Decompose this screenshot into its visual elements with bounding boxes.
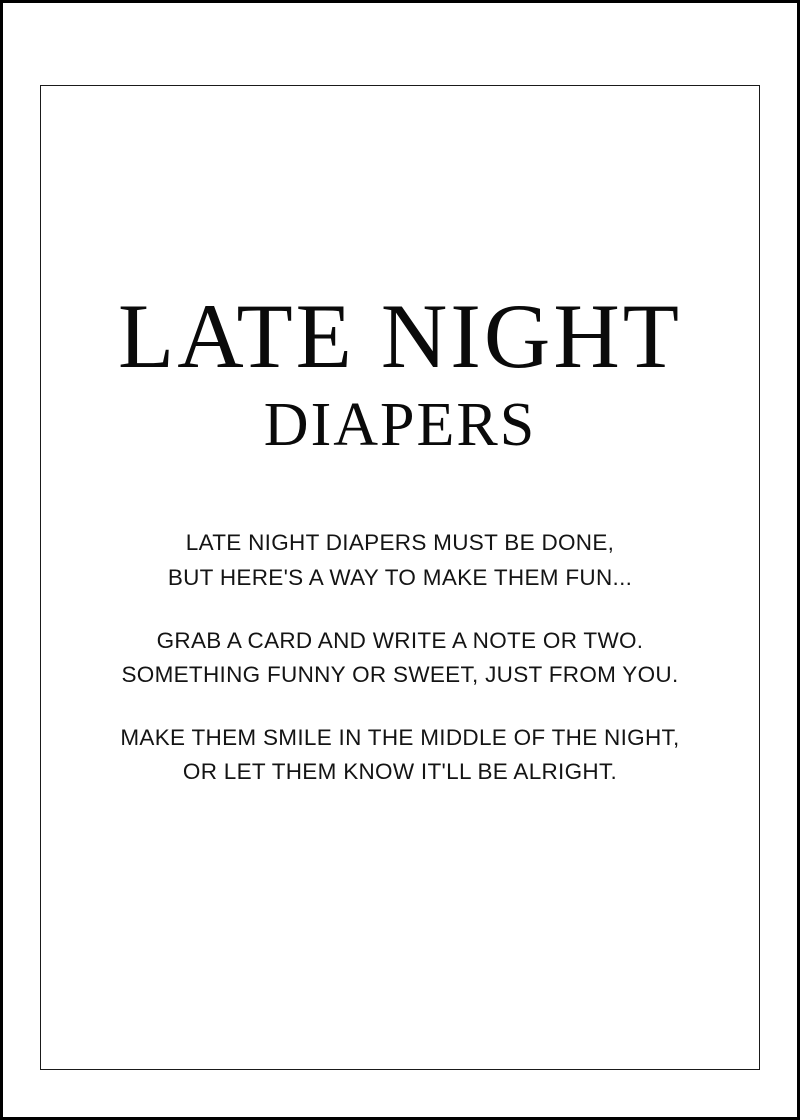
verse-block xyxy=(40,526,760,789)
stanza-3-line-2: OR LET THEM KNOW IT'LL BE ALRIGHT. xyxy=(182,759,618,785)
poster-content xyxy=(40,85,760,1070)
stanza-3-line-1: MAKE THEM SMILE IN THE MIDDLE OF THE NIGHT, xyxy=(120,725,680,751)
title-word-late: LATE xyxy=(118,285,355,387)
page-subtitle: DIAPERS xyxy=(263,391,537,460)
stanza-2-line-1: GRAB A CARD AND WRITE A NOTE OR TWO. xyxy=(156,627,644,653)
stanza-1-line-1: LATE NIGHT DIAPERS MUST BE DONE, xyxy=(185,530,615,556)
stanza-2-line-2: SOMETHING FUNNY OR SWEET, JUST FROM YOU. xyxy=(121,661,679,687)
title-word-night: NIGHT xyxy=(380,285,682,387)
stanza-1 xyxy=(168,526,632,594)
stanza-2 xyxy=(121,624,678,692)
stanza-1-line-2: BUT HERE'S A WAY TO MAKE THEM FUN... xyxy=(167,564,633,590)
page-title xyxy=(118,285,682,387)
stanza-3 xyxy=(120,721,679,789)
